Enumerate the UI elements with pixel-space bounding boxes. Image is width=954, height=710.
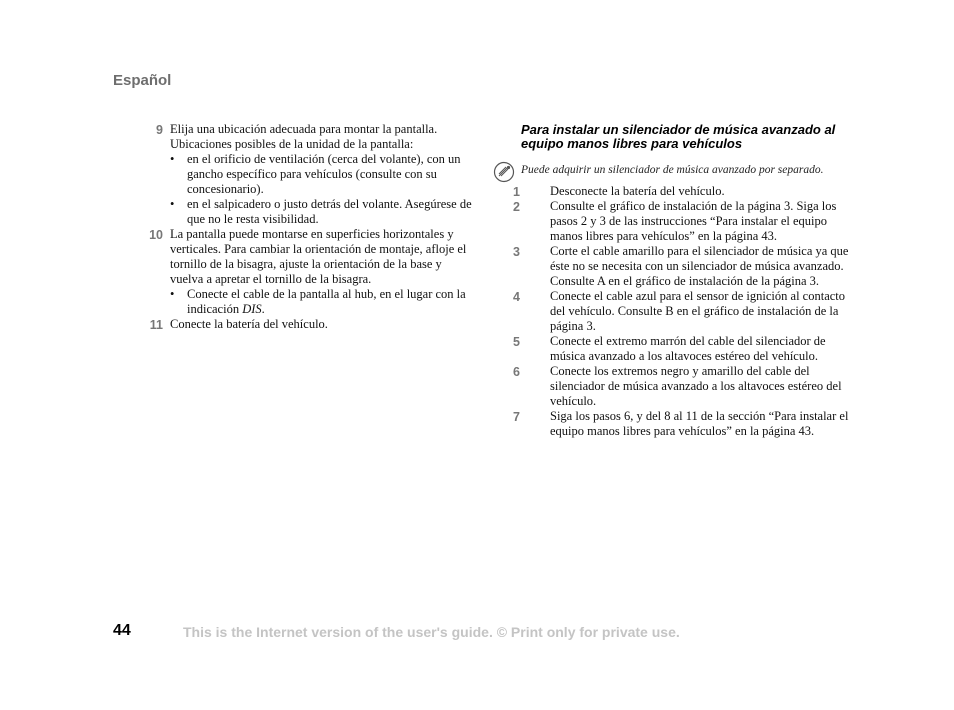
bullet-text: Conecte el cable de la pantalla al hub, en el lugar con la indicación [187,287,466,316]
step-text: Conecte la batería del vehículo. [170,317,328,331]
bullet-text-end: . [261,302,265,316]
right-step-5 [513,334,856,364]
step-text: Consulte el gráfico de instalación de la página 3. Siga los pasos 2 y 3 de las instrucciones “Para instalar el equipo manos libres para vehículos” en la página 43. [550,199,837,243]
step-text: Desconecte la batería del vehículo. [550,184,725,198]
step-number: 11 [149,318,163,332]
step-text: Conecte el extremo marrón del cable del silenciador de música avanzado a los altavoces estéreo del vehículo. [550,334,826,363]
step-number: 3 [513,245,520,259]
bullet-item [170,287,476,317]
step-number: 10 [149,228,163,242]
section-title: Español [113,72,172,89]
section-heading: Para instalar un silenciador de música avanzado al equipo manos libres para vehículos [521,122,836,151]
step-text: Elija una ubicación adecuada para montar la pantalla. Ubicaciones posibles de la unidad de la pantalla: [170,122,438,151]
step-text: Siga los pasos 6, y del 8 al 11 de la sección “Para instalar el equipo manos libres para vehículos” en la página 43. [550,409,849,438]
bullet-item: • en el orificio de ventilación (cerca del volante), con un gancho específico para vehículos (consulte con su concesionario). [170,152,476,197]
right-step-3 [513,244,856,289]
left-column [141,122,476,332]
step-text: Corte el cable amarillo para el silenciador de música ya que éste no se necesita con un silenciador de música avanzado. Consulte A en el gráfico de instalación de la página 3. [550,244,849,288]
tip-note [521,163,856,177]
step-number: 5 [513,335,520,349]
right-step-4 [513,289,856,334]
right-step-1 [513,184,856,199]
step-number: 7 [513,410,520,424]
step-11 [141,317,476,332]
right-step-6 [513,364,856,409]
bullet-item: • en el salpicadero o justo detrás del volante. Asegúrese de que no le resta visibilidad. [170,197,476,227]
right-column [513,122,856,439]
right-step-2 [513,199,856,244]
step-number: 9 [156,123,163,137]
step-number: 1 [513,185,520,199]
step-10 [141,227,476,317]
footer-note: This is the Internet version of the user's guide. © Print only for private use. [183,624,680,640]
step-number: 6 [513,365,520,379]
step-number: 2 [513,200,520,214]
dis-label: DIS [242,302,262,316]
step-text: La pantalla puede montarse en superficies horizontales y verticales. Para cambiar la orientación de montaje, afloje el tornillo de la bisagra, ajuste la orientación de la base y vuelva a apretar el tornillo de la bisagra. [170,227,467,286]
page-number: 44 [113,622,131,639]
step-text: Conecte el cable azul para el sensor de ignición al contacto del vehículo. Consulte B en el gráfico de instalación de la página 3. [550,289,846,333]
tip-icon [493,161,515,183]
right-step-7 [513,409,856,439]
step-9 [141,122,476,227]
step-number: 4 [513,290,520,304]
step-text: Conecte los extremos negro y amarillo del cable del silenciador de música avanzado a los altavoces estéreo del vehículo. [550,364,842,408]
tip-text: Puede adquirir un silenciador de música avanzado por separado. [521,164,824,176]
